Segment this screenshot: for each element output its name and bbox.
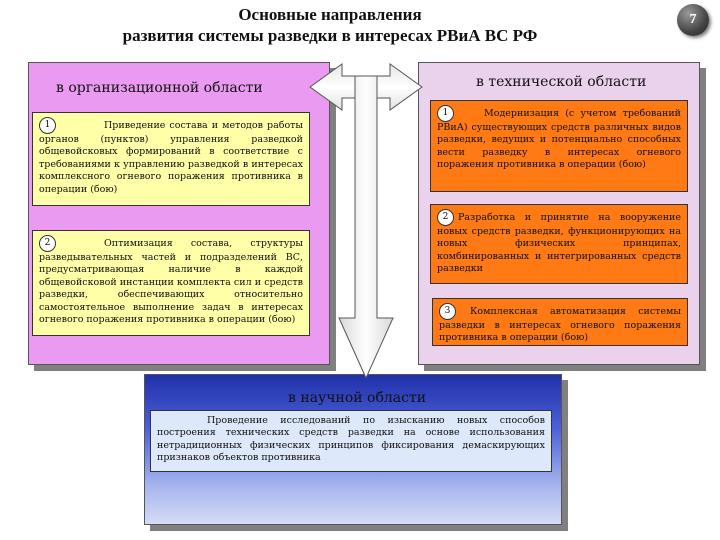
slide-title-line-2: развития системы разведки в интересах РВиА ВС РФ [122, 26, 538, 45]
tech-item-3-text: Комплексная автоматизация системы разведки в интересах огневого поражения противника в операции (бою) [439, 306, 681, 344]
org-item-1-number: 1 [39, 117, 56, 134]
tech-item-1-number: 1 [437, 105, 454, 122]
slide-title-line-1: Основные направления [238, 5, 422, 24]
vertical-down-arrow [339, 76, 393, 378]
tech-item-2-text: Разработка и принятие на вооружение новых средств разведки, функционирующих на новых физических принципах, комбинированных и интегрированных средств разведки [437, 212, 681, 275]
page-number-badge: 7 [677, 4, 709, 36]
tech-item-1-text: Модернизация (с учетом требований РВиА) существующих средств различных видов разведки, ведущих и потенциально способных вести разведку в интересах огневого поражения противника в операции (бою) [437, 108, 681, 171]
org-item-2-number: 2 [39, 235, 56, 252]
tech-item-2-number: 2 [437, 209, 454, 226]
tech-heading: в технической области [476, 74, 647, 90]
org-item-2-text: Оптимизация состава, структуры разведывательных частей и подразделений ВС, предусматривающая наличие в каждой общевойсковой инстанции комплекта сил и средств разведки, обеспечивающих относительно самостоятельное выполнение задач в интересах огневого поражения противника в операции (бою) [39, 238, 303, 326]
org-heading: в организационной области [56, 80, 263, 96]
science-item-text: Проведение исследований по изысканию новых способов построения технических средств разведки на основе использования нетрадиционных физических принципов фиксирования демаскирующих признаков объектов противника [157, 415, 545, 464]
science-heading: в научной области [288, 390, 427, 406]
tech-item-3-number: 3 [439, 303, 456, 320]
org-item-1-text: Приведение состава и методов работы органов (пунктов) управления разведкой общевойсковых формирований в соответствие с требованиями к управлению разведкой в интересах комплексного огневого поражения противника в операции (бою) [39, 120, 303, 195]
